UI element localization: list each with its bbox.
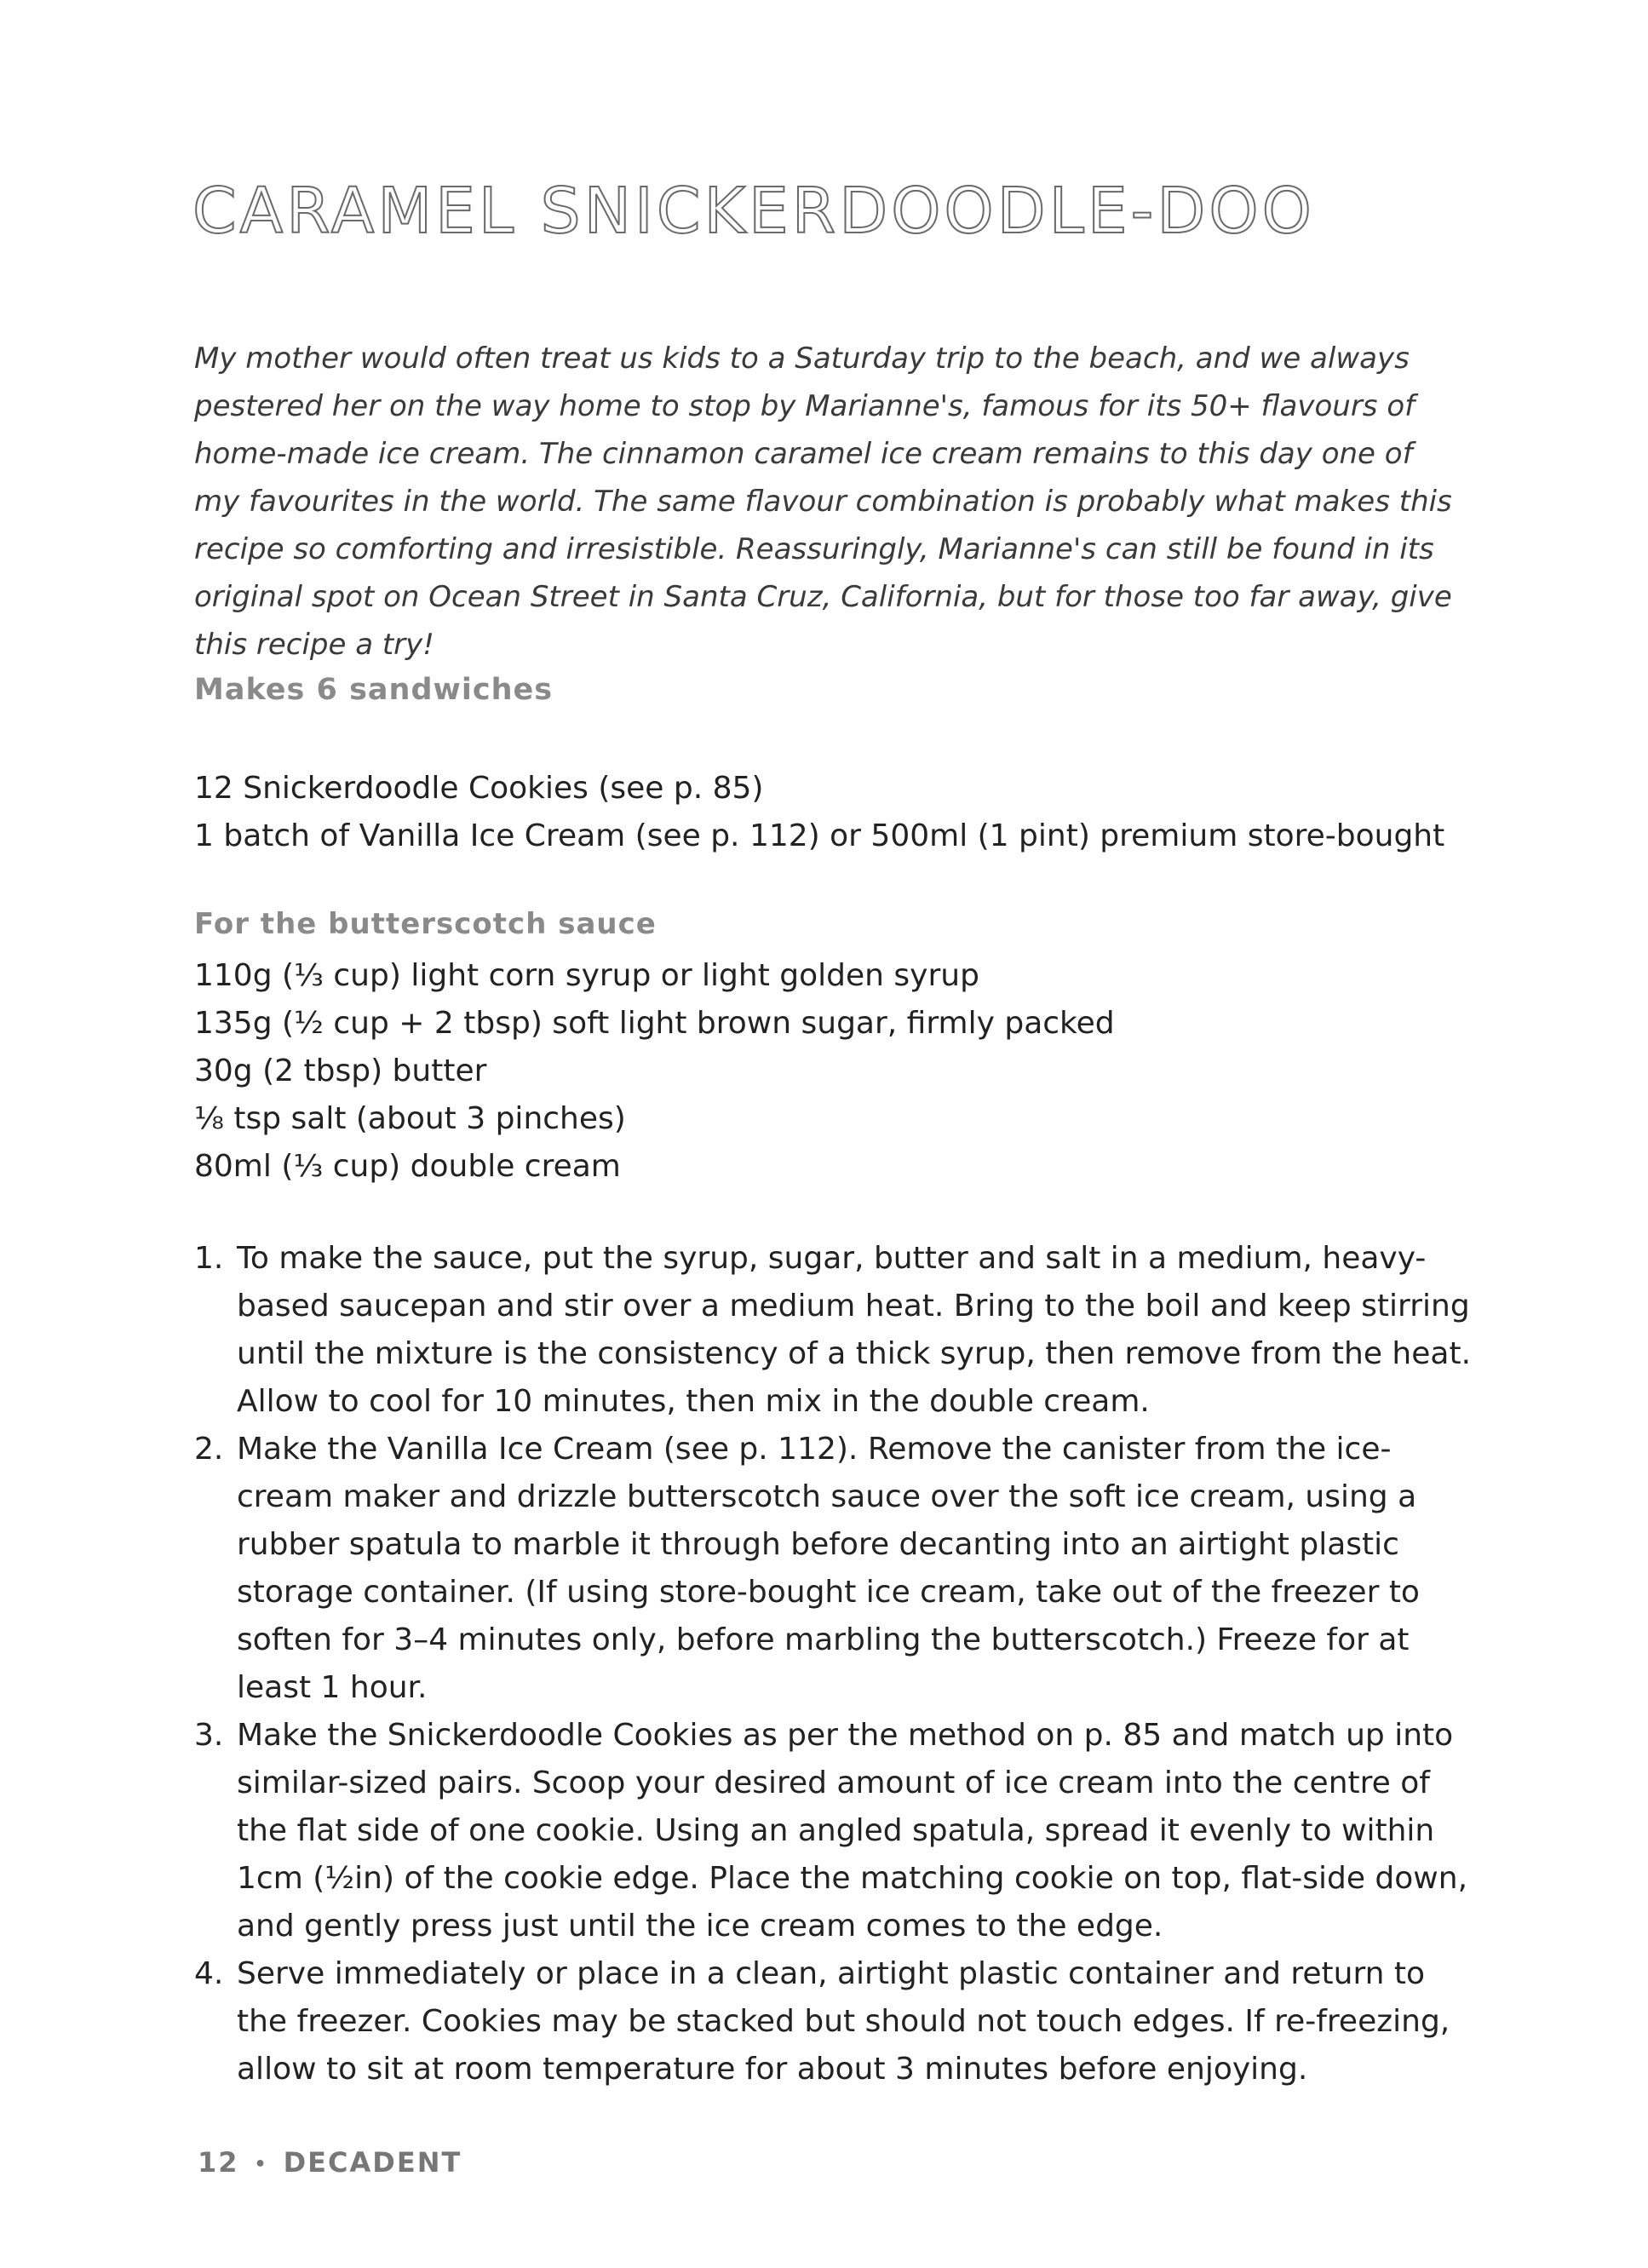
ingredient-item: 135g (½ cup + 2 tbsp) soft light brown sugar, firmly packed <box>194 1006 1115 1041</box>
sauce-heading: For the butterscotch sauce <box>194 907 657 941</box>
step-number: 3. <box>194 1718 224 1753</box>
step-text: Make the Snickerdoodle Cookies as per the method on p. 85 and match up into similar-sized pairs. Scoop your desired amount of ice cream into the centre of the flat side of one cookie. Using an angled spatula, spread it evenly to within 1cm (½in) of the cookie edge. Place the matching cookie on top, flat-side down, and gently press just until the ice cream comes to the edge. <box>237 1718 1468 1944</box>
step-text: Serve immediately or place in a clean, airtight plastic container and return to the freezer. Cookies may be stacked but should not touch edges. If re-freezing, allow to sit at room temperature for about 3 minutes before enjoying. <box>237 1956 1450 2087</box>
sauce-ingredients-list <box>194 952 1115 1191</box>
ingredient-item: 30g (2 tbsp) butter <box>194 1054 487 1088</box>
method-step <box>194 1712 1472 1950</box>
step-number: 2. <box>194 1432 224 1467</box>
method-step <box>194 1235 1472 1426</box>
ingredient-item: 110g (⅓ cup) light corn syrup or light golden syrup <box>194 958 979 993</box>
step-number: 1. <box>194 1241 224 1276</box>
method-steps <box>194 1235 1472 2093</box>
ingredient-item: 1 batch of Vanilla Ice Cream (see p. 112) or 500ml (1 pint) premium store-bought <box>194 818 1445 853</box>
method-step <box>194 1950 1472 2093</box>
ingredient-item: 12 Snickerdoodle Cookies (see p. 85) <box>194 771 764 806</box>
recipe-intro: My mother would often treat us kids to a Saturday trip to the beach, and we always pestered her on the way home to stop by Marianne's, famous for its 50+ flavours of home-made ice cream. The cinnamon caramel ice cream remains to this day one of my favourites in the world. The same flavour combination is probably what makes this recipe so comforting and irresistible. Reassuringly, Marianne's can still be found in its original spot on Ocean Street in Santa Cruz, California, but for those too far away, give this recipe a try! <box>194 342 1452 662</box>
ingredient-item: 80ml (⅓ cup) double cream <box>194 1149 621 1184</box>
main-ingredients-list <box>194 765 1444 860</box>
yield-label: Makes 6 sandwiches <box>194 673 554 707</box>
page-number: 12 <box>198 2146 239 2179</box>
footer-separator: • <box>254 2153 268 2175</box>
section-name: DECADENT <box>283 2146 462 2179</box>
recipe-title: CARAMEL SNICKERDOODLE-DOO <box>192 175 1315 248</box>
step-text: To make the sauce, put the syrup, sugar, butter and salt in a medium, heavy-based saucepan and stir over a medium heat. Bring to the boil and keep stirring until the mixture is the consistency of a thick syrup, then remove from the heat. Allow to cool for 10 minutes, then mix in the double cream. <box>237 1241 1472 1419</box>
ingredient-item: ⅛ tsp salt (about 3 pinches) <box>194 1101 626 1136</box>
page-footer <box>198 2146 462 2179</box>
step-number: 4. <box>194 1956 224 1991</box>
method-step <box>194 1426 1472 1712</box>
step-text: Make the Vanilla Ice Cream (see p. 112). Remove the canister from the ice-cream maker and drizzle butterscotch sauce over the soft ice cream, using a rubber spatula to marble it through before decanting into an airtight plastic storage container. (If using store-bought ice cream, take out of the freezer to soften for 3–4 minutes only, before marbling the butterscotch.) Freeze for at least 1 hour. <box>237 1432 1420 1705</box>
